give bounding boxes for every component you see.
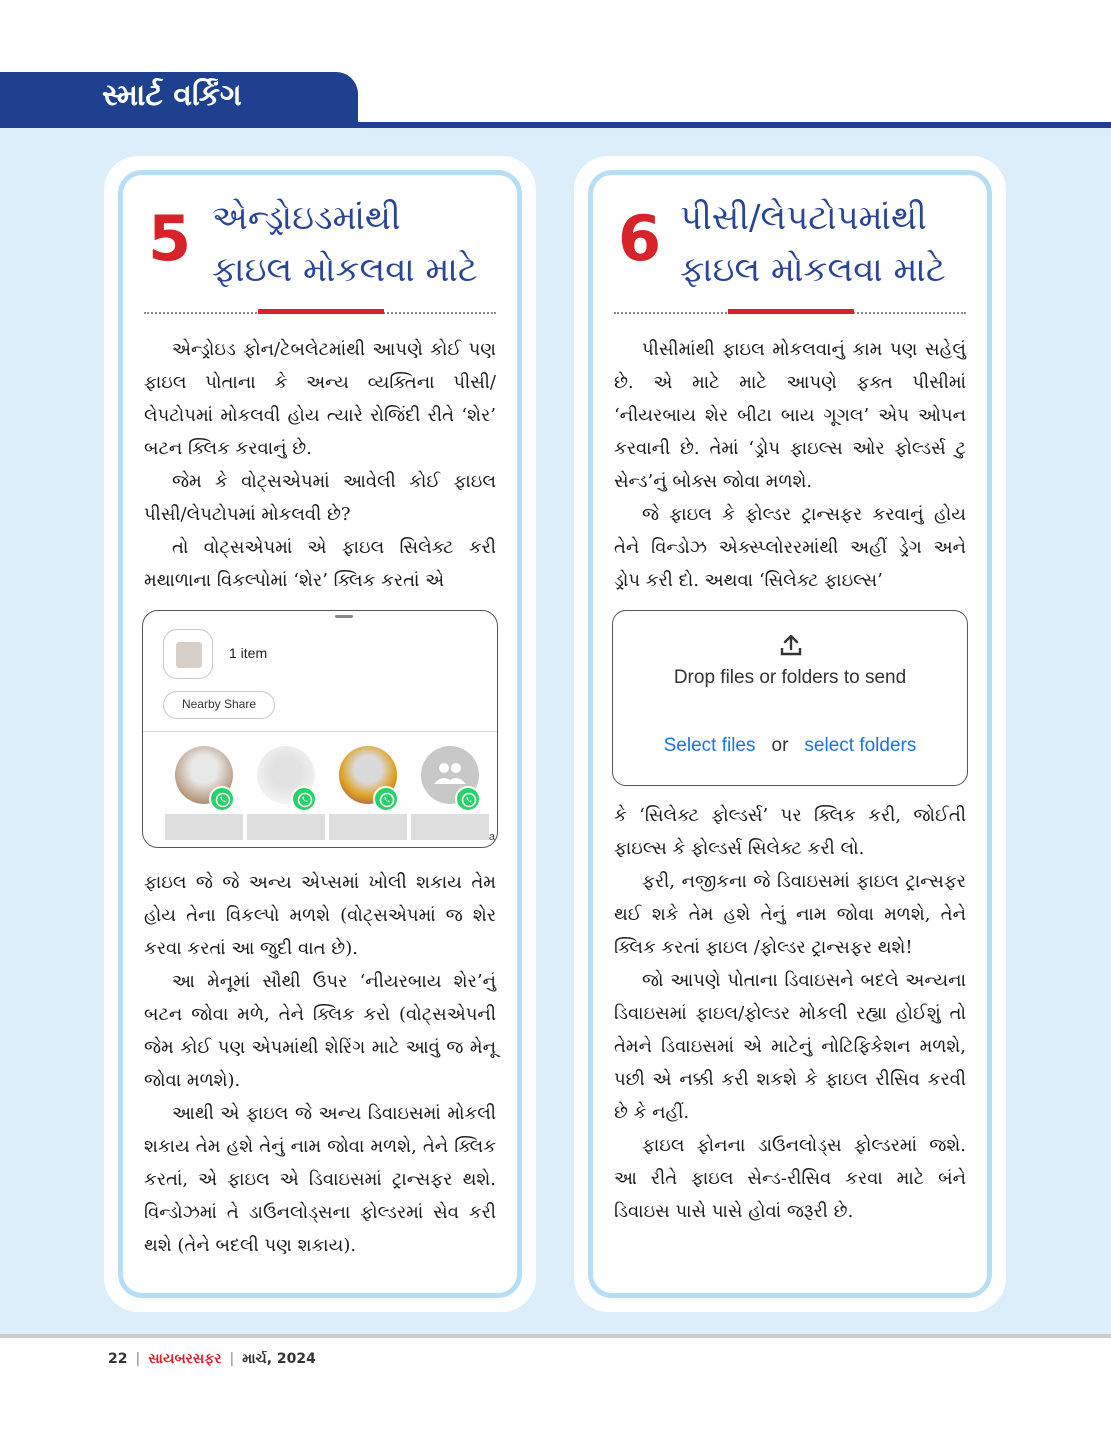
paragraph: જેમ કે વોટ્સએપમાં આવેલી કોઈ ફાઇલ પીસી/લેપટોપમાં મોકલવી છે?: [144, 471, 496, 525]
share-target[interactable]: [325, 746, 403, 846]
paragraph: ફાઇલ ફોનના ડાઉનલોડ્સ ફોલ્ડરમાં જશે. આ રીતે ફાઇલ સેન્ડ-રીસિવ કરવા માટે બંને ડિવાઇસ પાસે પાસે હોવાં જરૂરી છે.: [614, 1135, 966, 1222]
paragraph: કે ‘સિલેક્ટ ફોલ્ડર્સ’ પર ક્લિક કરી, જોઈતી ફાઇલ્સ કે ફોલ્ડર્સ સિલેક્ટ કરી લો.: [614, 805, 966, 859]
contact-name-redacted: [329, 814, 407, 840]
tip-5-heading-line2: ફાઇલ મોકલવા માટે: [212, 250, 478, 290]
select-files-link[interactable]: Select files: [663, 735, 756, 756]
paragraph: જો આપણે પોતાના ડિવાઇસને બદલે અન્યના ડિવાઇસમાં ફાઇલ/ફોલ્ડર મોકલી રહ્યા હોઈશું તો તેમને ડિવાઇસમાં એ માટેનું નોટિફિકેશન મળશે, પછી એ નક્કી કરી શકશે કે ફાઇલ રીસિવ કરવી છે કે નહીં.: [614, 970, 966, 1123]
tip-5-heading-line1: એન્ડ્રોઇડમાંથી: [212, 198, 401, 238]
tip-6-heading-line2: ફાઇલ મોકલવા માટે: [680, 250, 946, 290]
page-footer: [108, 1351, 316, 1367]
select-folders-link[interactable]: select folders: [804, 735, 917, 756]
document-icon: [176, 642, 202, 668]
drop-files-text: Drop files or folders to send: [673, 667, 907, 688]
footer-separator: |: [229, 1351, 235, 1367]
tip-6-body-top: [614, 333, 966, 597]
contact-name-redacted: [165, 814, 243, 840]
file-thumbnail: [163, 629, 213, 679]
item-count: 1 item: [229, 645, 268, 661]
page-number: 22: [108, 1351, 128, 1367]
paragraph: એન્ડ્રોઇડ ફોન/ટેબલેટમાંથી આપણે કોઈ પણ ફાઇલ પોતાના કે અન્ય વ્યક્તિના પીસી/ લેપટોપમાં મોકલવી હોય ત્યારે રોજિંદી રીતે ‘શેર’ બટન ક્લિક કરવાનું છે.: [144, 339, 496, 459]
whatsapp-icon: [209, 786, 235, 812]
upload-icon: [779, 633, 803, 661]
heading-accent-bar: [258, 309, 384, 314]
select-links-row: [613, 735, 967, 757]
tip-6-body-bottom: [614, 799, 966, 1228]
paragraph: ફાઇલ જે જે અન્ય એપ્સમાં ખોલી શકાય તેમ હોય તેના વિકલ્પો મળશે (વોટ્સએપમાં જ શેર કરવા કરતાં આ જુદી વાત છે).: [144, 872, 496, 959]
share-target[interactable]: [407, 746, 485, 846]
magazine-name: સાયબરસફર: [148, 1351, 222, 1367]
section-title: સ્માર્ટ વર્કિંગ: [102, 78, 242, 113]
truncated-label: a: [488, 831, 495, 843]
tip-number-5: 5: [148, 202, 192, 275]
share-sheet-screenshot: [142, 610, 498, 848]
section-header-tab: [0, 72, 358, 126]
contact-name-redacted: [247, 814, 325, 840]
paragraph: જે ફાઇલ કે ફોલ્ડર ટ્રાન્સફર કરવાનું હોય તેને વિન્ડોઝ એક્સ્પ્લોરરમાંથી અહીં ડ્રેગ અને ડ્રોપ કરી દો. અથવા ‘સિલેક્ટ ફાઇલ્સ’: [614, 504, 966, 591]
tip-number-6: 6: [618, 202, 662, 275]
paragraph: પીસીમાંથી ફાઇલ મોકલવાનું કામ પણ સહેલું છે. એ માટે માટે આપણે ફક્ત પીસીમાં ‘નીયરબાય શેર બીટા બાય ગૂગલ’ એપ ઓપન કરવાની છે. તેમાં ‘ડ્રોપ ફાઇલ્સ ઓર ફોલ્ડર્સ ટુ સેન્ડ’નું બોક્સ જોવા મળશે.: [614, 339, 966, 492]
heading-accent-bar: [728, 309, 854, 314]
sheet-handle: [335, 615, 353, 618]
footer-rule: [0, 1334, 1111, 1338]
footer-separator: |: [135, 1351, 141, 1367]
tip-5-body-bottom: [144, 866, 496, 1262]
tip-5-body-top: [144, 333, 496, 597]
contact-name-redacted: [411, 814, 489, 840]
paragraph: આ મેનૂમાં સૌથી ઉપર ‘નીયરબાય શેર’નું બટન જોવા મળે, તેને ક્લિક કરો (વોટ્સએપની જેમ કોઈ પણ એપમાંથી શેરિંગ માટે આવું જ મેનૂ જોવા મળશે).: [144, 971, 496, 1091]
sheet-divider: [143, 731, 497, 732]
tip-6-heading-line1: પીસી/લેપટોપમાંથી: [680, 198, 927, 238]
nearby-share-drop-box-screenshot: [612, 610, 968, 786]
share-target[interactable]: [161, 746, 239, 846]
issue-date: માર્ચ, 2024: [242, 1351, 316, 1367]
whatsapp-icon: [291, 786, 317, 812]
or-text: or: [771, 735, 789, 756]
paragraph: તો વોટ્સએપમાં એ ફાઇલ સિલેક્ટ કરી મથાળાના વિકલ્પોમાં ‘શેર’ ક્લિક કરતાં એ: [144, 537, 496, 591]
whatsapp-icon: [455, 786, 481, 812]
paragraph: આથી એ ફાઇલ જે અન્ય ડિવાઇસમાં મોકલી શકાય તેમ હશે તેનું નામ જોવા મળશે, તેને ક્લિક કરતાં, એ ફાઇલ એ ડિવાઇસમાં ટ્રાન્સફર થશે. વિન્ડોઝમાં તે ડાઉનલોડ્સના ફોલ્ડરમાં સેવ કરી થશે (તેને બદલી પણ શકાય).: [144, 1103, 496, 1256]
paragraph: ફરી, નજીકના જે ડિવાઇસમાં ફાઇલ ટ્રાન્સફર થઈ શકે તેમ હશે તેનું નામ જોવા મળશે, તેને ક્લિક કરતાં ફાઇલ /ફોલ્ડર ટ્રાન્સફર થશે!: [614, 871, 966, 958]
whatsapp-icon: [373, 786, 399, 812]
nearby-share-button[interactable]: Nearby Share: [163, 691, 275, 719]
share-target[interactable]: [243, 746, 321, 846]
